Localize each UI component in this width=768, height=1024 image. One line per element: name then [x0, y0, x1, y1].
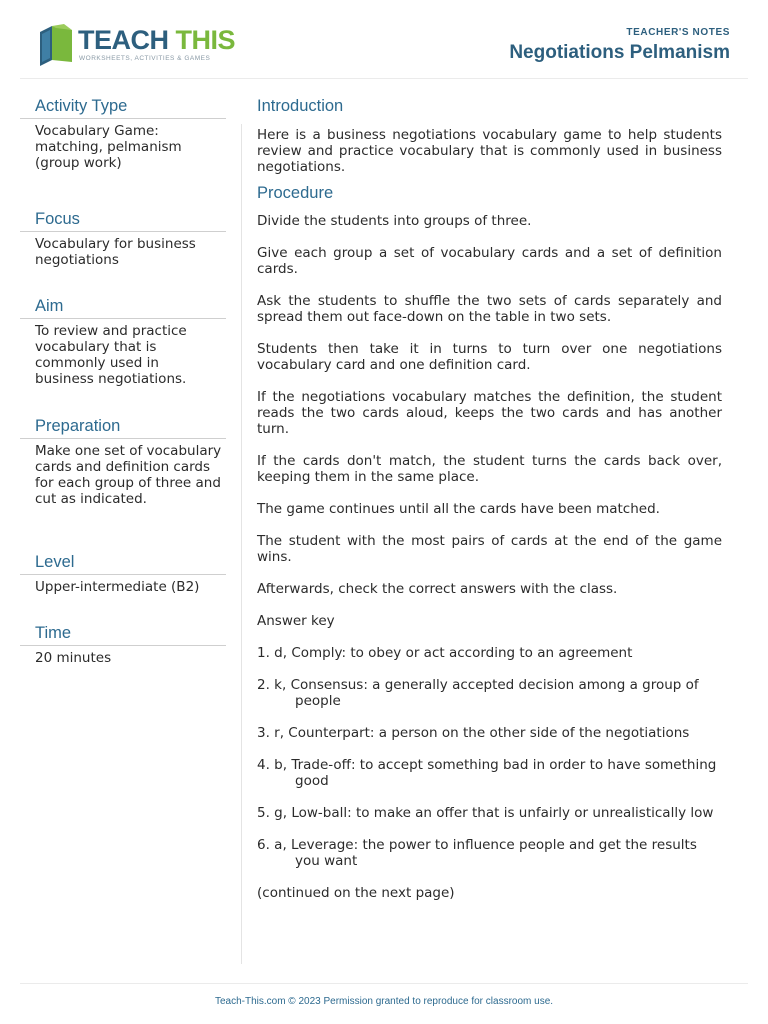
- procedure-step: Afterwards, check the correct answers with the class.: [257, 581, 618, 597]
- sidebar-heading: Focus: [20, 209, 226, 232]
- logo-word-this: THIS: [175, 25, 236, 55]
- teachers-notes-label: TEACHER'S NOTES: [626, 27, 730, 38]
- sidebar-text: Vocabulary Game: matching, pelmanism (group work): [35, 123, 182, 171]
- sidebar-heading: Aim: [20, 296, 226, 319]
- procedure-step: If the cards don't match, the student turns the cards back over, keeping them in the same place.: [257, 453, 722, 485]
- sidebar-preparation: [20, 416, 226, 552]
- procedure-step: The game continues until all the cards have been matched.: [257, 501, 660, 517]
- sidebar: [20, 96, 226, 666]
- procedure-step: Divide the students into groups of three.: [257, 213, 532, 229]
- document-title: Negotiations Pelmanism: [509, 42, 730, 63]
- sidebar-activity-type: [20, 96, 226, 209]
- sidebar-text: Vocabulary for business negotiations: [35, 236, 196, 268]
- answer-item: 3. r, Counterpart: a person on the other side of the negotiations: [257, 725, 690, 741]
- continued-note: (continued on the next page): [257, 885, 455, 901]
- answer-item: 1. d, Comply: to obey or act according to an agreement: [257, 645, 633, 661]
- procedure-step: Ask the students to shuffle the two sets of cards separately and spread them out face-down on the table in two sets.: [257, 293, 722, 325]
- procedure-step: Students then take it in turns to turn over one negotiations vocabulary card and one definition card.: [257, 341, 722, 373]
- logo-word-teach: TEACH: [78, 25, 169, 55]
- sidebar-text: To review and practice vocabulary that is commonly used in business negotiations.: [35, 323, 187, 387]
- header-divider: [20, 78, 748, 79]
- logo-tagline: WORKSHEETS, ACTIVITIES & GAMES: [79, 55, 211, 62]
- sidebar-level: [20, 552, 226, 623]
- introduction-text: Here is a business negotiations vocabulary game to help students review and practice vocabulary that is commonly used in business negotiations.: [257, 127, 722, 175]
- book-icon: [36, 22, 76, 68]
- answer-item: 2. k, Consensus: a generally accepted decision among a group of people: [257, 677, 699, 709]
- procedure-step: If the negotiations vocabulary matches the definition, the student reads the two cards aloud, keeps the two cards and has another turn.: [257, 389, 722, 437]
- answer-key-label: Answer key: [257, 613, 335, 629]
- procedure-step: Give each group a set of vocabulary cards and a set of definition cards.: [257, 245, 722, 277]
- answer-item: 5. g, Low-ball: to make an offer that is unfairly or unrealistically low: [257, 805, 714, 821]
- page-header: [0, 0, 768, 80]
- sidebar-text: 20 minutes: [35, 650, 112, 666]
- footer-copyright: Teach-This.com © 2023 Permission granted to reproduce for classroom use.: [214, 996, 554, 1007]
- introduction-heading: Introduction: [257, 97, 344, 115]
- sidebar-time: [20, 623, 226, 666]
- sidebar-heading: Time: [20, 623, 226, 646]
- teach-this-logo[interactable]: [36, 22, 236, 70]
- procedure-step: The student with the most pairs of cards at the end of the game wins.: [257, 533, 722, 565]
- logo-wordmark: [78, 24, 235, 56]
- procedure-heading: Procedure: [257, 184, 334, 202]
- answer-item: 4. b, Trade-off: to accept something bad in order to have something good: [257, 757, 717, 789]
- column-divider: [241, 124, 242, 964]
- sidebar-aim: [20, 296, 226, 416]
- sidebar-focus: [20, 209, 226, 296]
- sidebar-text: Make one set of vocabulary cards and definition cards for each group of three and cut as indicated.: [35, 443, 222, 507]
- main-content: [257, 96, 722, 901]
- sidebar-heading: Level: [20, 552, 226, 575]
- footer-divider: [20, 983, 748, 984]
- sidebar-heading: Preparation: [20, 416, 226, 439]
- answer-item: 6. a, Leverage: the power to influence people and get the results you want: [257, 837, 697, 869]
- sidebar-text: Upper-intermediate (B2): [35, 579, 200, 595]
- sidebar-heading: Activity Type: [20, 96, 226, 119]
